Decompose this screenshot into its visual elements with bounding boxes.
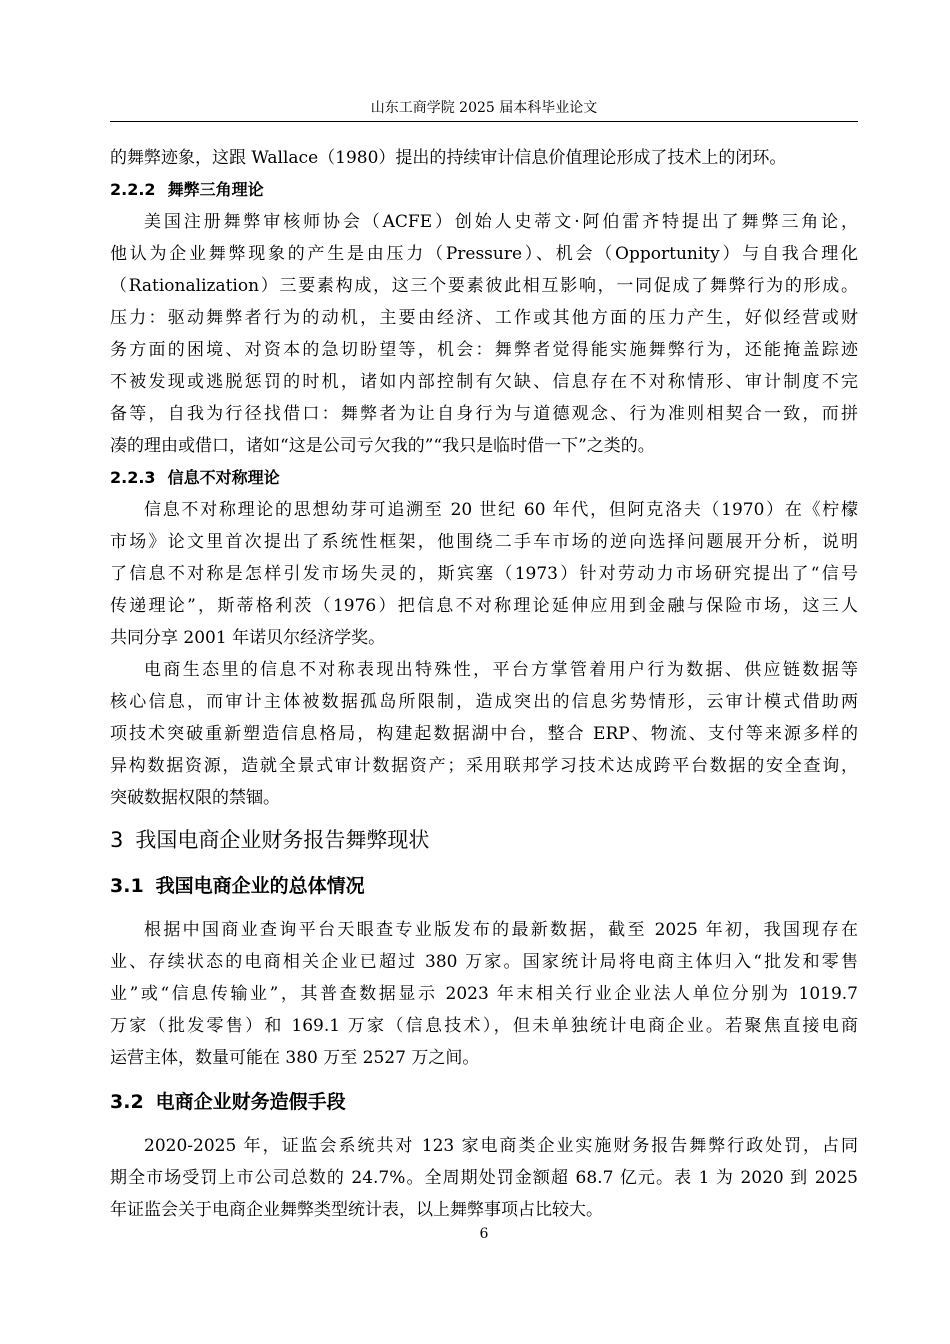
text-line: 务方面的困境、对资本的急切盼望等，机会：舞弊者觉得能实施舞弊行为，还能掩盖踪迹 xyxy=(110,340,858,360)
heading-number: 2.2.3 xyxy=(110,468,156,487)
text-line: 年证监会关于电商企业舞弊类型统计表，以上舞弊事项占比较大。 xyxy=(110,1200,603,1220)
text-line: 异构数据资源，造就全景式审计数据资产；采用联邦学习技术达成跨平台数据的安全查询， xyxy=(110,756,858,776)
heading-number: 3.2 xyxy=(110,1091,144,1113)
text-line: 电商生态里的信息不对称表现出特殊性，平台方掌管着用户行为数据、供应链数据等 xyxy=(144,660,858,680)
text-line: 他认为企业舞弊现象的产生是由压力（Pressure）、机会（Opportunity）与自我合理化 xyxy=(110,244,858,264)
text-line: 美国注册舞弊审核师协会（ACFE）创始人史蒂文·阿伯雷齐特提出了舞弊三角论， xyxy=(144,212,858,232)
text-line: 的舞弊迹象，这跟 Wallace（1980）提出的持续审计信息价值理论形成了技术上的闭环。 xyxy=(110,148,787,168)
heading-2-2-3 xyxy=(110,462,280,494)
heading-number: 3 xyxy=(110,828,124,852)
heading-title: 电商企业财务造假手段 xyxy=(155,1091,346,1113)
text-line: 压力：驱动舞弊者行为的动机，主要由经济、工作或其他方面的压力产生，好似经营或财 xyxy=(110,308,858,328)
text-line: 期全市场受罚上市公司总数的 24.7%。全周期处罚金额超 68.7 亿元。表 1 为 2020 到 2025 xyxy=(110,1168,858,1188)
page-number: 6 xyxy=(479,1226,489,1242)
heading-title: 信息不对称理论 xyxy=(167,468,280,487)
heading-3 xyxy=(110,824,429,856)
heading-3-2 xyxy=(110,1086,346,1118)
text-line: 市场》论文里首次提出了系统性框架，他围绕二手车市场的逆向选择问题展开分析，说明 xyxy=(110,532,858,552)
running-header: 山东工商学院 2025 届本科毕业论文 xyxy=(370,100,598,116)
heading-number: 2.2.2 xyxy=(110,180,156,199)
text-line: 核心信息，而审计主体被数据孤岛所限制，造成突出的信息劣势情形，云审计模式借助两 xyxy=(110,692,858,712)
text-line: 运营主体，数量可能在 380 万至 2527 万之间。 xyxy=(110,1048,480,1068)
heading-2-2-2 xyxy=(110,174,264,206)
heading-number: 3.1 xyxy=(110,875,144,897)
text-line: 业”或“信息传输业”，其普查数据显示 2023 年末相关行业企业法人单位分别为 1019.7 xyxy=(110,984,858,1004)
heading-title: 我国电商企业财务报告舞弊现状 xyxy=(135,828,430,852)
text-line: 凑的理由或借口，诸如“这是公司亏欠我的”“我只是临时借一下”之类的。 xyxy=(110,436,655,456)
heading-title: 舞弊三角理论 xyxy=(167,180,264,199)
text-line: 突破数据权限的禁锢。 xyxy=(110,788,280,808)
text-line: 备等，自我为行径找借口：舞弊者为让自身行为与道德观念、行为准则相契合一致，而拼 xyxy=(110,404,858,424)
text-line: 不被发现或逃脱惩罚的时机，诸如内部控制有欠缺、信息存在不对称情形、审计制度不完 xyxy=(110,372,858,392)
header-rule xyxy=(110,121,858,122)
text-line: 业、存续状态的电商相关企业已超过 380 万家。国家统计局将电商主体归入“批发和零售 xyxy=(110,952,858,972)
text-line: 万家（批发零售）和 169.1 万家（信息技术），但未单独统计电商企业。若聚焦直接电商 xyxy=(110,1016,858,1036)
text-line: 信息不对称理论的思想幼芽可追溯至 20 世纪 60 年代，但阿克洛夫（1970）在《柠檬 xyxy=(144,500,858,520)
text-line: （Rationalization）三要素构成，这三个要素彼此相互影响，一同促成了舞弊行为的形成。 xyxy=(110,276,858,296)
text-line: 2020-2025 年，证监会系统共对 123 家电商类企业实施财务报告舞弊行政处罚，占同 xyxy=(144,1136,858,1156)
text-line: 共同分享 2001 年诺贝尔经济学奖。 xyxy=(110,628,386,648)
text-line: 根据中国商业查询平台天眼查专业版发布的最新数据，截至 2025 年初，我国现存在 xyxy=(144,920,858,940)
heading-3-1 xyxy=(110,870,365,902)
text-line: 了信息不对称是怎样引发市场失灵的，斯宾塞（1973）针对劳动力市场研究提出了“信号 xyxy=(110,564,858,584)
heading-title: 我国电商企业的总体情况 xyxy=(155,875,365,897)
text-line: 传递理论”，斯蒂格利茨（1976）把信息不对称理论延伸应用到金融与保险市场，这三人 xyxy=(110,596,858,616)
text-line: 项技术突破重新塑造信息格局，构建起数据湖中台，整合 ERP、物流、支付等来源多样的 xyxy=(110,724,858,744)
